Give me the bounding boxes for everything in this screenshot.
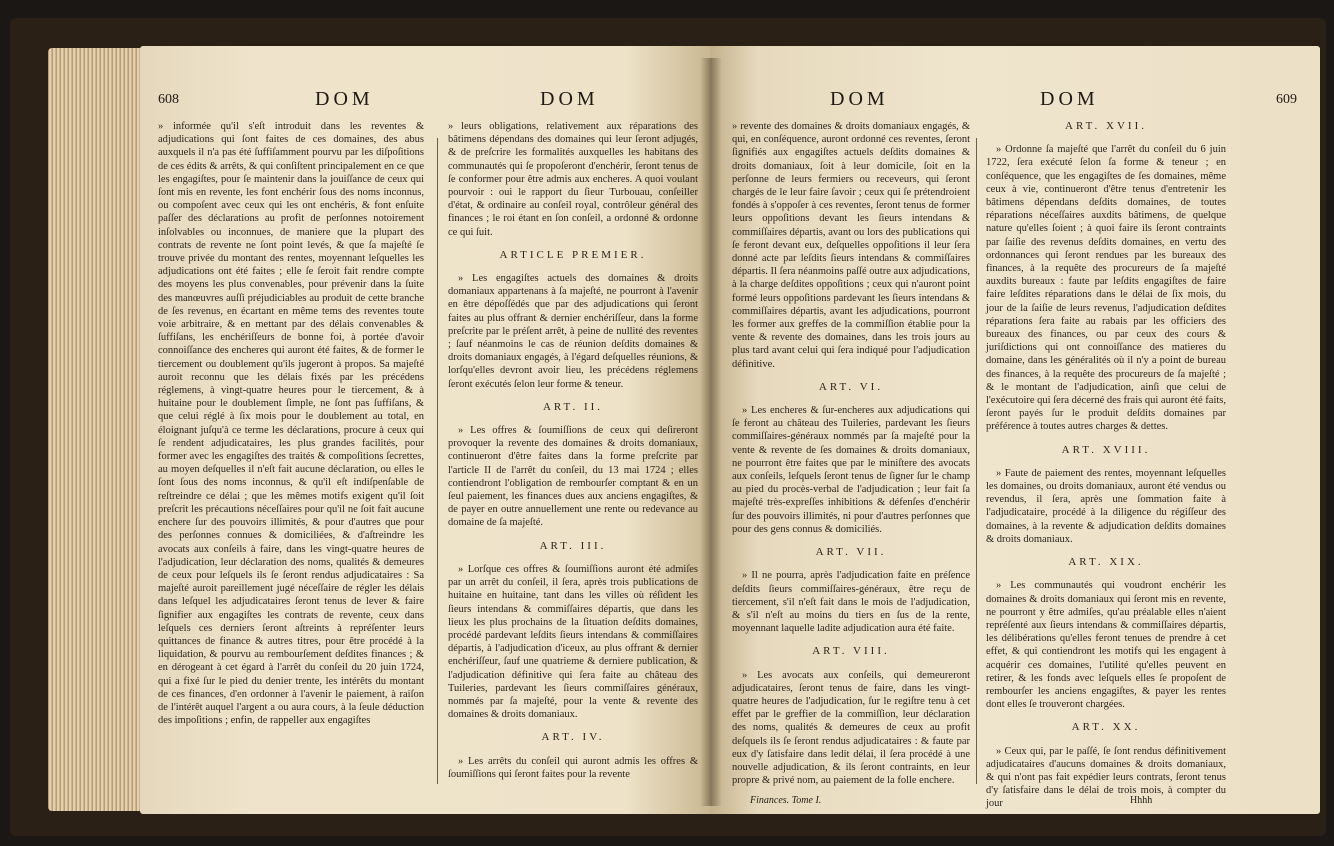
paragraph: » Les arrêts du conſeil qui auront admis les offres & ſoumiſſions qui ſeront faites pour la revente [448,755,698,780]
article-heading: ART. III. [539,539,607,552]
column-left-1 [158,120,424,794]
running-head-left-1: DOM [315,88,374,110]
paragraph: » Ordonne ſa majeſté que l'arrêt du conſeil du 6 juin 1722, ſera exécuté ſelon ſa forme & teneur ; en conſéquence, que les engagiſtes de ſes domaines, même ceux à vie, continueront d'être tenus d'entretenir les bâtimens dépendans deſdits domaines, de toutes réparations néceſſaires auxdits bâtimens, de quelque nature qu'elles ſoient ; à quoi faire ils ſeront contraints par ſaiſie des revenus deſdits domaines, en vertu des ordonnances qui ſeront rendues par les bureaux des finances, à la requête des procureurs de ſa majeſté auxdits bureaux : faute par leſdits engagiſtes de faire faire leſdites réparations dans le délai de ſix mois, du jour de la ſaiſie de leurs revenus, l'adjudication deſdites réparations ſera faite au rabais par les officiers des bureaux des finances, ou par ceux des cours & juriſdictions qui ont connoiſſance des matieres du domaine, dans les généralités où il n'y a point de bureau des finances, à la requête des procureurs de ſa majeſté ; & le montant de l'adjudication, ainſi que celui de l'exécutoire qui ſera décerné des frais qui auront été faits, ſeront payés ſur le produit deſdits domaines par préférence à toutes autres charges & dettes. [986,144,1226,433]
article-heading: ART. VII. [815,546,887,559]
article-heading: ART. XVIII. [1061,443,1151,456]
paragraph: » Les encheres & ſur-encheres aux adjudications qui ſe feront au château des Tuileries, pardevant les ſieurs commiſſaires-généraux nommés par ſa majeſté pour la vente & revente de ſes domaines & droits domaniaux, ne pourront être faites que par le miniſtere des avocats aux conſeils, leſquels ſeront tenus de ſigner ſur le champ au pied du procès-verbal de l'adjudication ; leur fait ſa majeſté très-expreſſes inhibitions & défenſes d'enchérir ſur des pouvoirs illimités, ni pour d'autres perſonnes que pour des gens connus & domiciliés. [732,405,970,535]
page-number-left: 608 [158,92,179,107]
book-gutter [700,58,722,806]
paragraph: » Ceux qui, par le paſſé, ſe ſont rendus définitivement adjudicataires d'aucuns domaines & droits domaniaux, & qui n'ont pas fait expédier leurs contrats, ſeront tenus d'y ſatisfaire dans le délai de trois mois, à compter du jour [986,745,1226,810]
book [10,18,1326,836]
running-head-right-2: DOM [1040,88,1099,110]
paragraph: » Les avocats aux conſeils, qui demeureront adjudicataires, ſeront tenus de faire, dans les vingt-quatre heures de l'adjudication, ſur le regiſtre tenu à cet effet par le greffier de la commiſſion, leur déclaration des noms, qualités & demeures de ceux au profit deſquels ils ſe ſeront rendus adjudicataires : & faute par eux d'y ſatisfaire dans ledit délai, il ſera procédé à une nouvelle adjudication, & ils ſeront contraints, en leur propre & privé nom, au paiement de la folle enchere. [732,669,970,787]
paragraph: » Il ne pourra, après l'adjudication faite en préſence deſdits ſieurs commiſſaires-généraux, être reçu de tiercement, s'il n'eſt fait dans le mois de l'adjudication, & s'il n'eſt au moins du tiers en ſus de la rente, moyennant laquelle ladite adjudication aura été faite. [732,570,970,635]
article-heading: ART. II. [542,400,604,413]
page-number-right: 609 [1276,92,1297,107]
page-edges-left [48,48,148,811]
running-head-left-2: DOM [540,88,599,110]
running-head-right-1: DOM [830,88,889,110]
paragraph: » Les offres & ſoumiſſions de ceux qui deſireront provoquer la revente des domaines & droits domaniaux, continueront d'être faites dans la forme preſcrite par l'article II de l'arrêt du conſeil, du 13 mai 1724 ; elles contiendront l'obligation de rembourſer comptant & en un ſeul paiement, les finances dues aux anciens engagiſtes, & de payer en outre annuellement une rente ou redevance au domaine de ſa majeſté. [448,425,698,529]
signature-mark: Hhhh [1130,795,1153,806]
column-rule [976,138,977,784]
paragraph: » Les communautés qui voudront enchérir les domaines & droits domaniaux qui ſeront mis en revente, ne pourront y être admiſes, qu'au préalable elles n'aient repréſenté aux ſieurs intendans & commiſſaires départis, les délibérations qu'elles feront tenues de prendre à cet effet, & qui contiendront les motifs qui les engagent à acquérir ces domaines, l'utilité qu'elles peuvent en retirer, & les fonds avec leſquels elles ſe propoſent de rembourſer les anciens engagiſtes, & payer les rentes dont elles ſe trouveront chargées. [986,580,1226,711]
paragraph: » leurs obligations, relativement aux réparations des bâtimens dépendans des domaines qui leur ſeront adjugés, & de preſcrire les formalités auxquelles les habitans des communautés qui ſe propoſeront d'enchérir, ſeront tenus de ſe conformer pour être admis aux encheres. A quoi voulant pourvoir : oui le rapport du ſieur Turbouau, conſeiller d'état, & ordinaire au conſeil royal, contrôleur général des finances ; le roi étant en ſon conſeil, a ordonné & ordonne ce qui ſuit. [448,121,698,238]
article-heading: ART. VIII. [812,645,890,658]
column-right-1 [732,120,970,794]
page-footer: Finances. Tome I. [750,795,822,806]
article-heading: ART. XX. [1071,721,1141,734]
paragraph: » Les engagiſtes actuels des domaines & droits domaniaux appartenans à ſa majeſté, ne pourront à l'avenir en être dépoſſédés que par des adjudications qui ſeront faites au plus offrant & dernier enchériſſeur, dans la forme preſcrite par le préſent arrêt, à peine de nullité des reventes ; ſauf néanmoins le cas de réunion deſdits domaines & droits domaniaux engagés, à l'égard deſquelles réunions, & lorſqu'elles devront avoir lieu, les précédens réglemens ſeront exécutés ſelon leur forme & teneur. [448,273,698,390]
right-page [710,46,1320,814]
article-heading: ART. VI. [818,380,884,393]
article-heading: ART. IV. [541,731,605,744]
article-heading: ART. XIX. [1068,556,1144,569]
column-left-2 [448,120,698,794]
paragraph: » Faute de paiement des rentes, moyennant leſquelles les domaines, ou droits domaniaux, auront été vendus ou revendus, il ſera, après une ſommation faite à l'adjudicataire, procédé à la diligence du régiſſeur des domaines, à la revente & adjudication deſdits domaines & droits domaniaux. [986,467,1226,545]
column-rule [437,138,438,784]
article-heading: ART. XVII. [1065,120,1147,132]
left-page [140,46,710,814]
article-heading: ARTICLE PREMIER. [499,248,647,261]
paragraph: » informée qu'il s'eſt introduit dans les reventes & adjudications qui ſont faites de ces domaines, des abus auxquels il n'a pas été ſuffiſamment pourvu par les diſpoſitions de ces édits & arrêts, & qui conſiſtent principalement en ce que les engagiſtes, pour ſe maintenir dans la jouiſſance de ceux qui ſont mis en revente, les font enchérir ſous des noms inconnus, ou compoſent avec ceux qui les ont enchéris, & font enſuite paſſer des déclarations au profit de perſonnes notoirement inſolvables ou inconnues, de maniere que la plupart des contrats de revente ne ſont point levés, & que ſa majeſté ſe trouve privée du montant des rentes, moyennant leſquelles les adjudications ont été faites ; elle ſe ſeroit fait rendre compte des moyens les plus convenables, pour prévenir dans la ſuite des manœuvres auſſi préjudiciables au produit de cette branche de ſes revenus, en écartant en même tems des reventes toute voie arbitraire, & en mettant par des délais convenables & ſuffiſans, les enchériſſeurs de bonne foi, à portée d'avoir connoiſſance des encheres qui auront été faites, & de former le tiercement ou doublement qu'ils jugeront à propos. Sa majeſté auroit reconnu que les délais fixés par les précédens réglemens, à vingt-quatre heures pour le tiercement, & à huitaine pour le doublement ſimple, ne ſont pas ſuffiſans, & que celui réglé à ſix mois pour le doublement au total, en éloignant juſqu'à ce terme les déclarations, procure à ceux qui ſe rendent adjudicataires, les plus grandes facilités, pour former avec les engagiſtes des traités & compoſitions ſecrettes, au moyen deſquelles il n'eſt fait aucune déclaration, ou elles le ſont ſous des noms inconnus, & qu'il eſt indiſpenſable de reſtreindre ce délai ; que les mêmes motifs exigent qu'il ſoit preſcrit les précautions néceſſaires pour qu'il ne ſoit fait aucune enchere ſur des pouvoirs illimités, & pour d'autres que pour des perſonnes connues & domiciliées, & d'aſtreindre les avocats aux conſeils à faire, dans les vingt-quatre heures de l'adjudication, leur déclaration des noms, qualités & demeures de ceux pour leſquels ils ſe ſeront rendus adjudicataires : Sa majeſté auroit pareillement jugé néceſſaire de régler les délais dans leſquel les adjudicataires ſeront tenus de lever & faire ſignifier aux engagiſtes les contrats de revente, ceux dans leſquels ces derniers ſeront aſtreints à repréſenter leurs quittances de finance & autres titres, pour être procédé à la liquidation, & pourvu au rembourſement deſdites finances ; & en dérogeant à cet égard à l'arrêt du conſeil du 20 juin 1724, qui a fixé ſur le pied du denier trente, les intérêts du montant de ces finances, d'en ordonner à l'avenir le paiement, à raiſon de l'intérêt auquel l'argent a ou aura cours, à la ſeule déduction des impoſitions ; enfin, de rappeller aux engagiſtes [158,121,424,727]
paragraph: » revente des domaines & droits domaniaux engagés, & qui, en conſéquence, auront ordonné ces reventes, ſeront ſignifiés aux engagiſtes actuels deſdits domaines & droits domaniaux, ſoit à leur domicile, ſoit en la perſonne de leurs fermiers ou receveurs, qui ſeront chargés de le leur faire ſavoir ; ceux qui ſe prétendroient fondés à s'oppoſer à ces reventes, ſeront tenus de former leurs oppoſitions devant les ſieurs intendans & commiſſaires départis, avant ou lors des publications qui ſe feront devant eux, deſquelles oppoſitions il leur ſera donné acte par leſdits ſieurs intendans & commiſſaires départis. Il ſera néanmoins paſſé outre aux adjudications, à la charge deſdites oppoſitions ; ceux qui n'auront point formé leurs oppoſitions pardevant les ſieurs intendans & commiſſaires départis, avant les adjudications, pourront les former aux greffes de la commiſſion établie pour la vente & revente des domaines, dans les trois jours au plus tard avant celui qui ſera indiqué pour l'adjudication définitive. [732,121,970,370]
paragraph: » Lorſque ces offres & ſoumiſſions auront été admiſes par un arrêt du conſeil, il ſera, après trois publications de huitaine en huitaine, tant dans les villes où réſident les ſieurs intendans & commiſſaires départis, que dans les lieux les plus prochains de la ſituation deſdits domaines, procédé pardevant leſdits ſieurs intendans & commiſſaires départis, à l'adjudication d'iceux, au plus offrant & dernier enchériſſeur, ſauf une quatrieme & derniere publication, & l'adjudication définitive qui ſera faite au château des Tuileries, pardevant les ſieurs commiſſaires généraux, nommés par ſa majeſté, pour la vente & revente des domaines & droits domaniaux. [448,563,698,721]
